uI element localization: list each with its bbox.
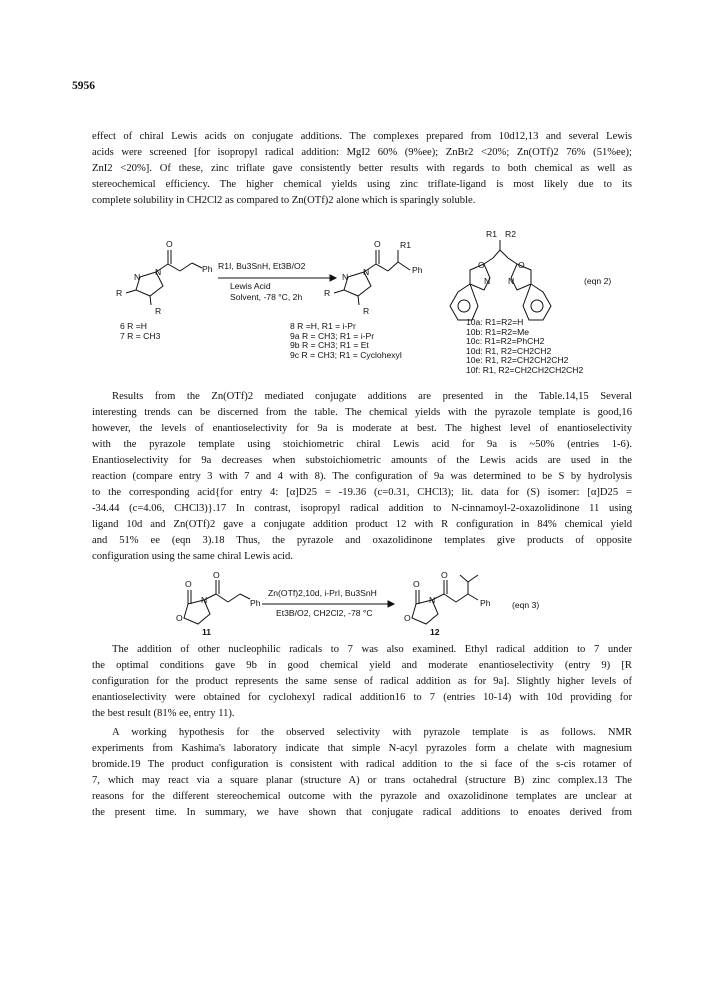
text-line: to the corresponding acid{for entry 4: [α]D25 = -19.36 (c=0.31, CHCl3); lit. data for (S) isomer: [α]D25 = bbox=[92, 487, 632, 498]
atom-o: O bbox=[176, 613, 183, 623]
atom-r1: R1 bbox=[486, 229, 497, 239]
atom-ph: Ph bbox=[412, 265, 423, 275]
atom-n: N bbox=[342, 272, 349, 282]
atom-o: O bbox=[185, 579, 192, 589]
eqn2-lewis-acid: Lewis Acid bbox=[230, 281, 271, 291]
text-line: configuration using the same chiral Lewis acid. bbox=[92, 551, 293, 562]
text-line: acids were screened [for isopropyl radical addition: MgI2 60% (9%ee); ZnBr2 <20%; Zn(OTf)2 76% (51%ee); bbox=[92, 147, 632, 158]
page-number: 5956 bbox=[72, 80, 95, 92]
atom-n: N bbox=[201, 595, 208, 605]
text-line: with the pyrazole template using stoichiometric chiral Lewis acid for 9a is ~50% (entries 1-6). bbox=[92, 439, 632, 450]
atom-n: N bbox=[429, 595, 436, 605]
atom-n: N bbox=[508, 276, 515, 286]
atom-r: R bbox=[363, 306, 370, 316]
text-line: A working hypothesis for the observed selectivity with pyrazole template is as follows. NMR bbox=[112, 727, 632, 738]
start-labels bbox=[120, 322, 160, 341]
product-labels bbox=[290, 322, 402, 360]
text-line: -34.44 (c=4.06, CHCl3)}.17 In contrast, isopropyl radical addition to N-cinnamoyl-2-oxazolidinone 11 using bbox=[92, 503, 632, 514]
atom-o: O bbox=[441, 570, 448, 580]
atom-r2: R2 bbox=[505, 229, 516, 239]
atom-ph: Ph bbox=[250, 598, 261, 608]
atom-r: R bbox=[155, 306, 162, 316]
atom-o: O bbox=[166, 239, 173, 249]
label-10b: 10b: R1=R2=Me bbox=[466, 326, 530, 337]
paragraph-2 bbox=[92, 389, 632, 565]
text-line: experiments from Kashima's laboratory indicate that simple N-acyl pyrazoles form a chelate with magnesium bbox=[92, 743, 632, 754]
label-12: 12 bbox=[430, 627, 440, 637]
atom-o: O bbox=[404, 613, 411, 623]
eqn3-reagent-top: Zn(OTf)2,10d, i-PrI, Bu3SnH bbox=[268, 588, 377, 598]
atom-r: R bbox=[324, 288, 331, 298]
text-line: the present time. In summary, we have shown that conjugate radical additions to enoates derived from bbox=[92, 807, 632, 818]
text-line: the best result (81% ee, entry 11). bbox=[92, 708, 235, 719]
atom-o: O bbox=[213, 570, 220, 580]
eqn3-label: (eqn 3) bbox=[512, 600, 540, 610]
atom-n: N bbox=[134, 272, 141, 282]
label-9c: 9c R = CH3; R1 = Cyclohexyl bbox=[290, 349, 402, 360]
label-10f: 10f: R1, R2=CH2CH2CH2CH2 bbox=[466, 364, 584, 375]
text-line: however, the levels of enantioselectivity for 9a is moderate at best. The highest level of enantioselectivity bbox=[92, 423, 632, 434]
text-line: 7, which may react via a square planar (structure A) or trans octahedral (structure B) zinc complex.13 The bbox=[92, 775, 632, 786]
atom-o: O bbox=[518, 260, 525, 270]
eqn2-reagents: R1I, Bu3SnH, Et3B/O2 bbox=[218, 261, 306, 271]
label-11: 11 bbox=[202, 627, 212, 637]
text-line: complete solubility in CH2Cl2 as compared to Zn(OTf)2 alone which is sparingly soluble. bbox=[92, 195, 476, 206]
text-line: Results from the Zn(OTf)2 mediated conjugate additions are presented in the Table.14,15 Several bbox=[112, 391, 632, 402]
eqn3-reagent-bottom: Et3B/O2, CH2Cl2, -78 °C bbox=[276, 608, 373, 618]
atom-r: R bbox=[116, 288, 123, 298]
atom-n: N bbox=[484, 276, 491, 286]
atom-n: N bbox=[363, 267, 370, 277]
text-line: reasons for the different stereochemical outcome with the pyrazole and oxazolidinone templates are unclear at bbox=[92, 791, 632, 802]
text-line: interesting trends can be discerned from the table. The chemical yields with the pyrazole template is good,16 bbox=[92, 407, 632, 418]
atom-ph: Ph bbox=[480, 598, 491, 608]
atom-ph: Ph bbox=[202, 264, 213, 274]
eqn2-conditions: Solvent, -78 °C, 2h bbox=[230, 292, 303, 302]
text-line: stereochemical efficiency. The higher chemical yields using zinc triflate-ligand is most likely due to its bbox=[92, 179, 632, 190]
label-10e: 10e: R1, R2=CH2CH2CH2 bbox=[466, 355, 569, 365]
text-line: ligand 10d and Zn(OTf)2 gave a conjugate addition product 12 with R configuration in 84% chemical yield bbox=[92, 519, 632, 530]
label-10c: 10c: R1=R2=PhCH2 bbox=[466, 336, 545, 346]
text-line: The addition of other nucleophilic radicals to 7 was also examined. Ethyl radical addition to 7 under bbox=[112, 644, 632, 655]
paragraph-4 bbox=[92, 725, 632, 821]
label-10a: 10a: R1=R2=H bbox=[466, 317, 524, 327]
label-9a: 9a R = CH3; R1 = i-Pr bbox=[290, 330, 375, 341]
atom-o: O bbox=[478, 260, 485, 270]
atom-o: O bbox=[374, 239, 381, 249]
text-line: effect of chiral Lewis acids on conjugate additions. The complexes prepared from 10d12,13 and several Lewis bbox=[92, 131, 632, 142]
atom-o: O bbox=[413, 579, 420, 589]
ligand-labels bbox=[466, 318, 583, 375]
label-8: 8 R =H, R1 = i-Pr bbox=[290, 321, 356, 331]
paragraph-1 bbox=[92, 129, 632, 209]
text-line: configuration for the product represents the same sense of radical addition as for 9a]. Slightly higher levels of bbox=[92, 676, 632, 687]
paragraph-3 bbox=[92, 642, 632, 722]
atom-r1: R1 bbox=[400, 240, 411, 250]
label-6: 6 R =H bbox=[120, 321, 147, 331]
text-line: and 51% ee (eqn 3).18 Thus, the pyrazole and oxazolidinone templates give products of opposite bbox=[92, 535, 632, 546]
text-line: Enantioselectivity for 9a decreases when substoichiometric amounts of the Lewis acids are used in the bbox=[92, 455, 632, 466]
text-line: enantioselectivity were obtained for cyclohexyl radical addition16 to 7 (entries 10-14) with 10d providing for bbox=[92, 692, 632, 703]
label-10d: 10d: R1, R2=CH2CH2 bbox=[466, 345, 552, 356]
label-7: 7 R = CH3 bbox=[120, 330, 161, 341]
text-line: reaction (compare entry 3 with 7 and 4 with 8). The configuration of 9a was determined to be S by hydrolysis bbox=[92, 471, 632, 482]
text-line: the optimal conditions gave 9b in good chemical yield and moderate enantioselectivity (entry 9) [R bbox=[92, 660, 632, 671]
text-line: ZnI2 <20%]. Of these, zinc triflate gave consistently better results with regards to both chemical as well as bbox=[92, 163, 632, 174]
text-line: bromide.19 The product configuration is consistent with radical addition to the si face of the s-cis rotamer of bbox=[92, 759, 632, 770]
label-9b: 9b R = CH3; R1 = Et bbox=[290, 340, 369, 350]
atom-n: N bbox=[155, 267, 162, 277]
eqn2-label: (eqn 2) bbox=[584, 276, 612, 286]
